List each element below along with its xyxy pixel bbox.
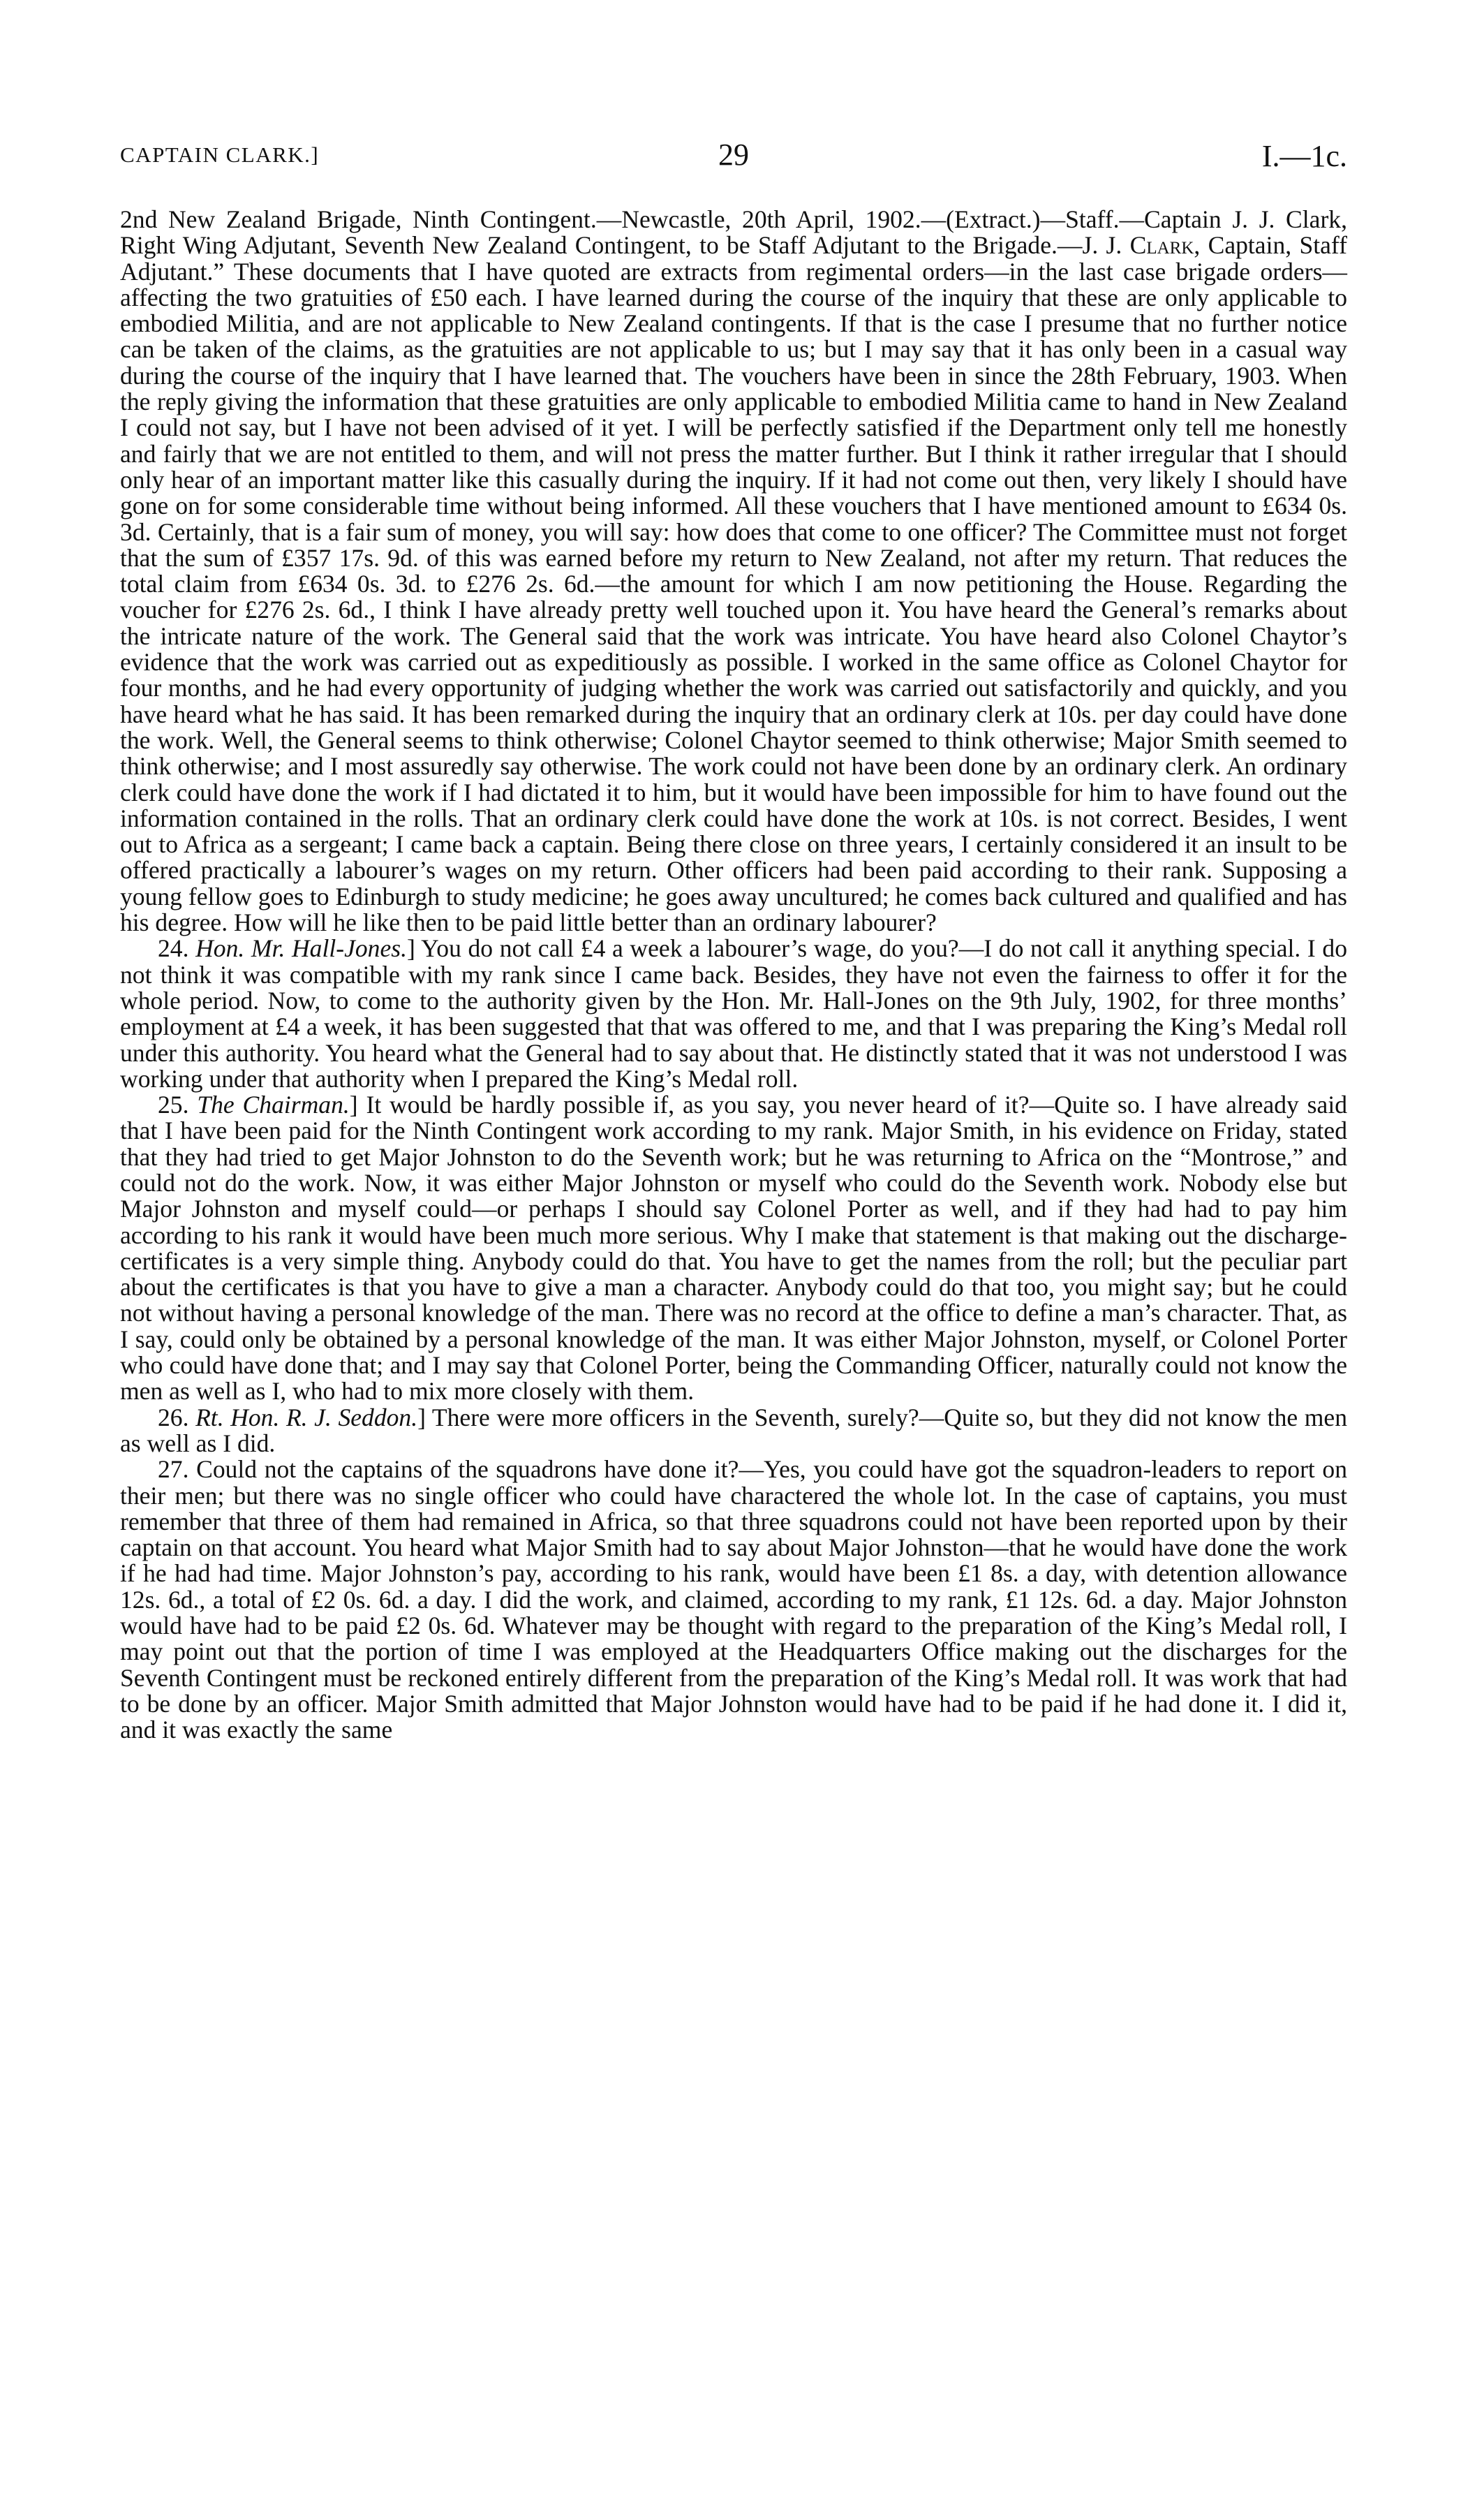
- signature-name: Clark: [1129, 231, 1194, 260]
- paragraph-text: ] There were more officers in the Seventh, surely?—Quite so, but they did not know the men as well as I did.: [120, 1403, 1347, 1457]
- paragraph-text: Could not the captains of the squadrons have done it?—Yes, you could have got the squadron-leaders to report on their men; but there was no single officer who could have charactered the whole lot. In the case of captains, you must remember that three of them had remained in Africa, so that three squadrons could not have been reported upon by their captain on that account. You heard what Major Smith had to say about Major Johnston—that he would have done the work if he had had time. Major Johnston’s pay, according to his rank, would have been £1 8s. a day, with detention allowance 12s. 6d., a total of £2 0s. 6d. a day. I did the work, and claimed, according to my rank, £1 12s. 6d. a day. Major Johnston would have had to be paid £2 0s. 6d. Whatever may be thought with regard to the preparation of the King’s Medal roll, I may point out that the portion of time I was employed at the Headquarters Office making out the discharges for the Seventh Contingent must be reckoned entirely different from the preparation of the King’s Medal roll. It was work that had to be done by an officer. Major Smith admitted that Major Johnston would have had to be paid if he had done it. I did it, and it was exactly the same: [120, 1455, 1348, 1744]
- question-number: 27.: [158, 1455, 197, 1484]
- speaker-name: Hon. Mr. Hall-Jones.: [195, 934, 407, 963]
- speaker-name: Rt. Hon. R. J. Seddon.: [195, 1403, 418, 1431]
- paragraph-text: ] It would be hardly possible if, as you say, you never heard of it?—Quite so. I have already said that I have been paid for the Ninth Contingent work according to my rank. Major Smith, in his evidence on Friday, stated that they had tried to get Major Johnston to do the Seventh work; but he was returning to Africa on the “Montrose,” and could not do the work. Now, it was either Major Johnston or myself who could do the Seventh work. Nobody else but Major Johnston and myself could—or perhaps I should say Colonel Porter as well, and if they had had to pay him according to his rank it would have been much more serious. Why I make that statement is that making out the discharge-certificates is a very simple thing. Anybody could do that. You have to get the names from the roll; but the peculiar part about the certificates is that you have to give a man a character. Anybody could do that too, you might say; but he could not without having a personal knowledge of the man. There was no record at the office to define a man’s character. That, as I say, could only be obtained by a personal knowledge of the man. It was either Major Johnston, myself, or Colonel Porter who could have done that; and I may say that Colonel Porter, being the Commanding Officer, naturally could not know the men as well as I, who had to mix more closely with them.: [120, 1091, 1347, 1406]
- paragraph-text: 2nd New Zealand Brigade, Ninth Contingent.—Newcastle, 20th April, 1902.—(Extract.)—Staff.—Captain J. J. Clark, Right Wing Adjutant, Seventh New Zealand Contingent, to be Staff Adjutant to the Brigade.—J. J.: [120, 205, 1347, 260]
- question-number: 26.: [158, 1403, 196, 1431]
- page-number: 29: [718, 138, 749, 172]
- body-text: [120, 207, 1347, 1744]
- question-25: [120, 1092, 1347, 1405]
- question-24: [120, 936, 1347, 1092]
- question-26: [120, 1405, 1347, 1457]
- question-number: 25.: [158, 1091, 198, 1119]
- question-number: 24.: [158, 934, 196, 963]
- paragraph-continuation: [120, 207, 1347, 936]
- speaker-name: The Chairman.: [197, 1091, 350, 1119]
- paragraph-text: ] You do not call £4 a week a labourer’s wage, do you?—I do not call it anything special. I do not think it was compatible with my rank since I came back. Besides, they have not even the fairness to offer it for the whole period. Now, to come to the authority given by the Hon. Mr. Hall-Jones on the 9th July, 1902, for three months’ employment at £4 a week, it has been suggested that that was offered to me, and that I was preparing the King’s Medal roll under this authority. You heard what the General had to say about that. He distinctly stated that it was not understood I was working under that authority when I prepared the King’s Medal roll.: [120, 934, 1347, 1093]
- document-reference: I.—1c.: [1261, 139, 1347, 173]
- question-27: [120, 1457, 1347, 1743]
- running-head-left: CAPTAIN CLARK.]: [120, 142, 320, 167]
- page-header: [120, 137, 1347, 179]
- paragraph-text: , Captain, Staff Adjutant.” These documents that I have quoted are extracts from regimental orders—in the last case brigade orders—affecting the two gratuities of £50 each. I have learned during the course of the inquiry that these are only applicable to embodied Militia, and are not applicable to New Zealand contingents. If that is the case I presume that no further notice can be taken of the claims, as the gratuities are not applicable to us; but I may say that it has only been in a casual way during the course of the inquiry that I have learned that. The vouchers have been in since the 28th February, 1903. When the reply giving the information that these gratuities are only applicable to embodied Militia came to hand in New Zealand I could not say, but I have not been advised of it yet. I will be perfectly satisfied if the Department only tell me honestly and fairly that we are not entitled to them, and will not press the matter further. But I think it rather irregular that I should only hear of an important matter like this casually during the inquiry. If it had not come out then, very likely I should have gone on for some considerable time without being informed. All these vouchers that I have mentioned amount to £634 0s. 3d. Certainly, that is a fair sum of money, you will say: how does that come to one officer? The Committee must not forget that the sum of £357 17s. 9d. of this was earned before my return to New Zealand, not after my return. That reduces the total claim from £634 0s. 3d. to £276 2s. 6d.—the amount for which I am now petitioning the House. Regarding the voucher for £276 2s. 6d., I think I have already pretty well touched upon it. You have heard the General’s remarks about the intricate nature of the work. The General said that the work was intricate. You have heard also Colonel Chaytor’s evidence that the work was carried out as expeditiously as possible. I worked in the same office as Colonel Chaytor for four months, and he had every opportunity of judging whether the work was carried out satisfactorily and quickly, and you have heard what he has said. It has been remarked during the inquiry that an ordinary clerk at 10s. per day could have done the work. Well, the General seems to think otherwise; Colonel Chaytor seemed to think otherwise; Major Smith seemed to think otherwise; and I most assuredly say otherwise. The work could not have been done by an ordinary clerk. An ordinary clerk could have done the work if I had dictated it to him, but it would have been impossible for him to have found out the information contained in the rolls. That an ordinary clerk could have done the work at 10s. is not correct. Besides, I went out to Africa as a sergeant; I came back a captain. Being there close on three years, I certainly considered it an insult to be offered practically a labourer’s wages on my return. Other officers had been paid according to their rank. Supposing a young fellow goes to Edinburgh to study medicine; he goes away uncultured; he comes back cultured and qualified and has his degree. How will he like then to be paid little better than an ordinary labourer?: [120, 231, 1347, 937]
